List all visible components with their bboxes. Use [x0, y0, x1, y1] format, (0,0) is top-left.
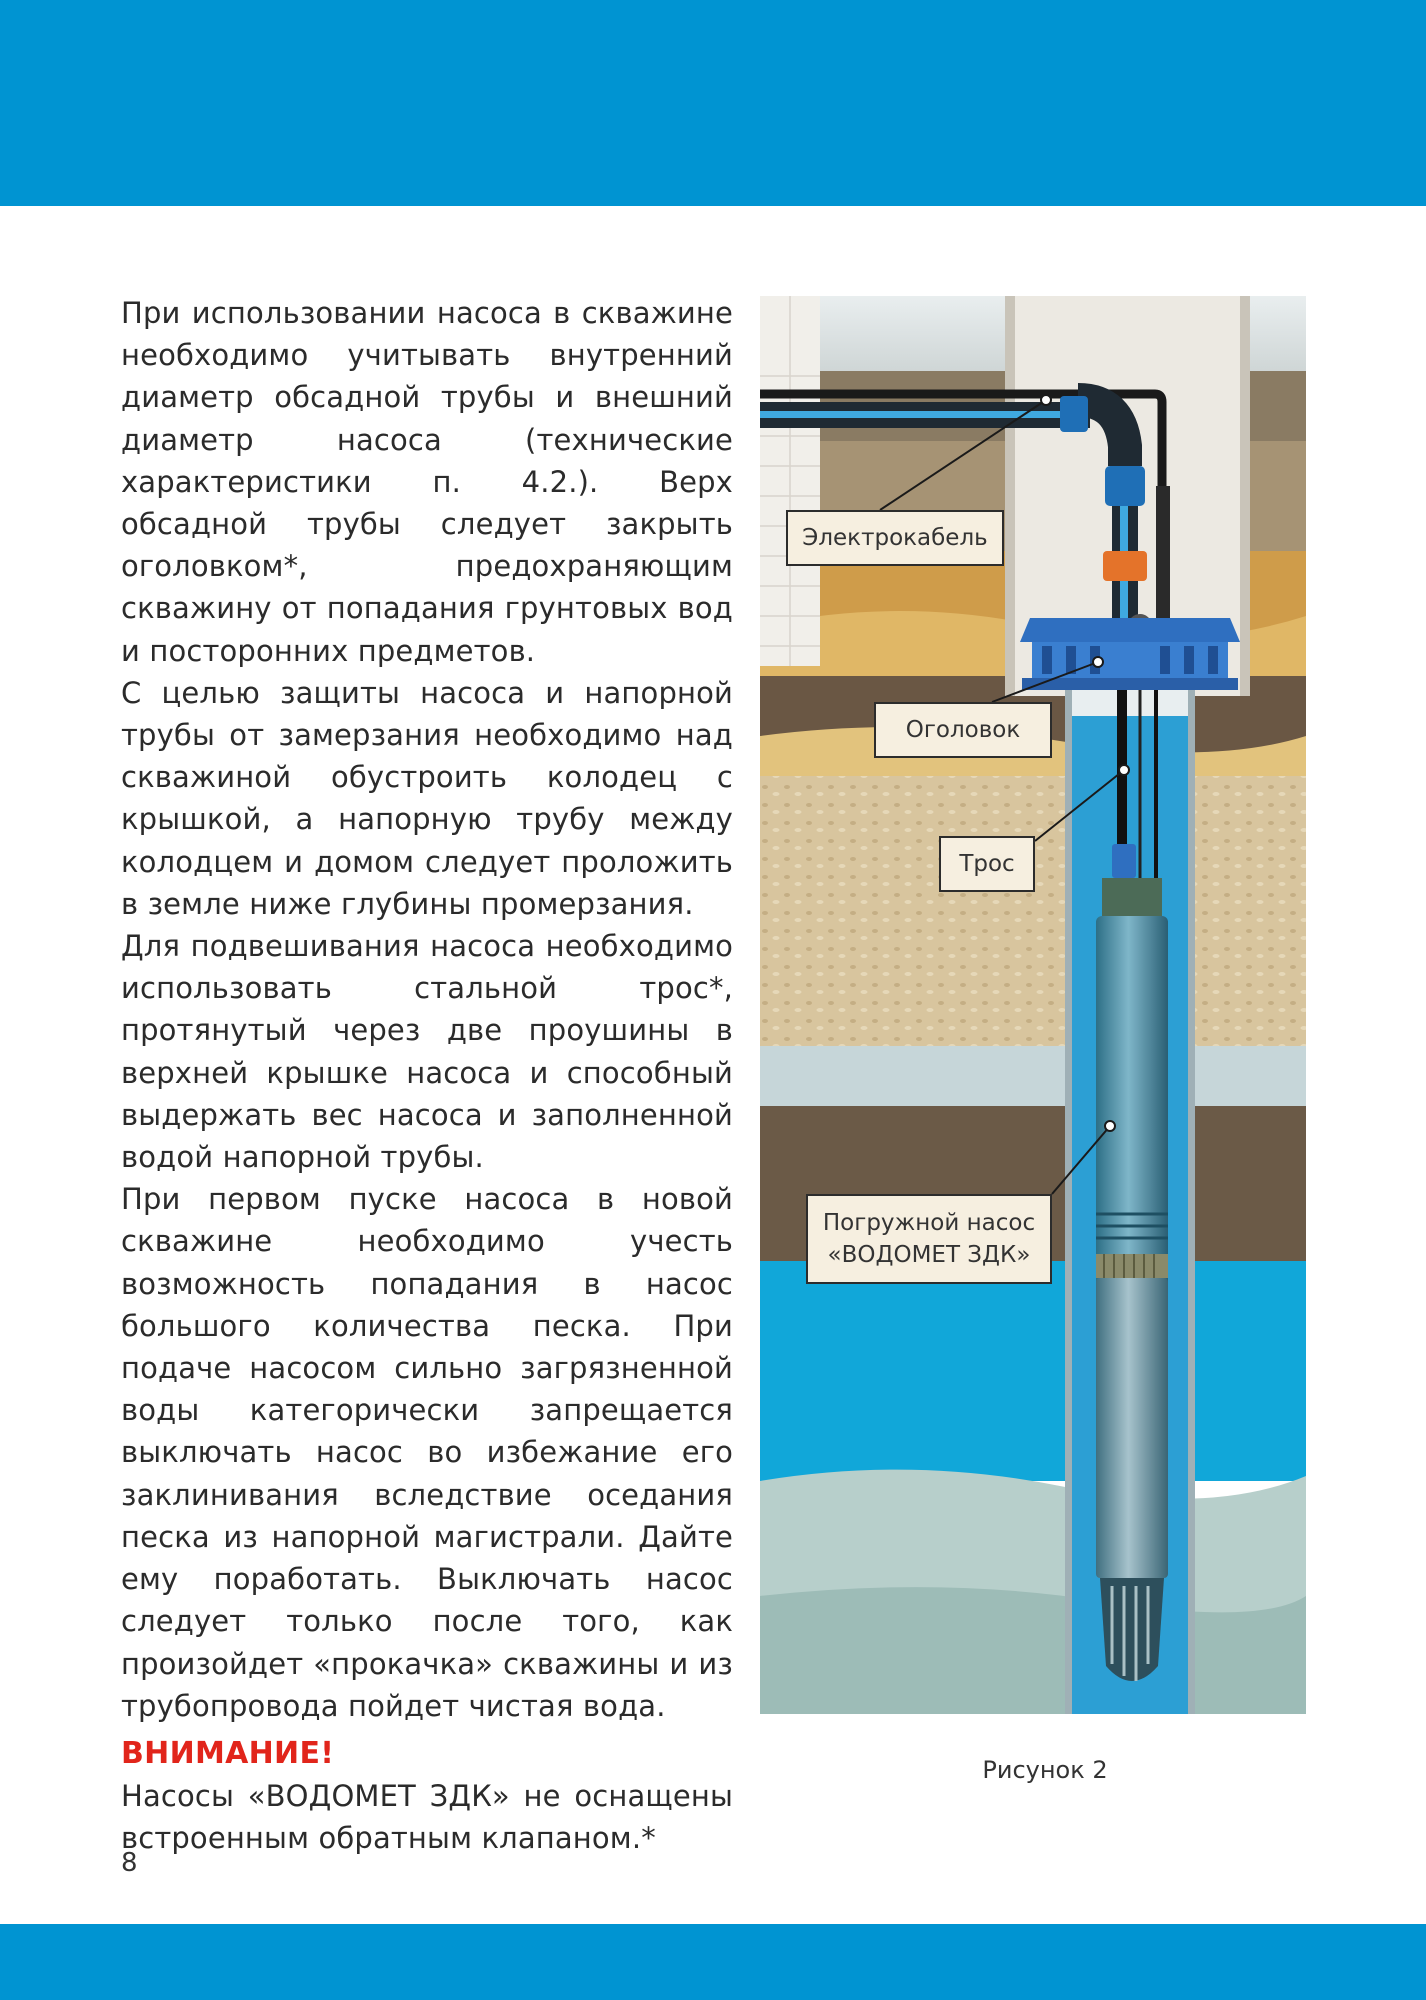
paragraph-casing: При использовании насоса в скважине необходимо учитывать внутренний диаметр обсадной трубы и внешний диаметр насоса (технические характеристики п. 4.2.). Верх обсадной трубы следует закрыть оголовком*, предохраняющим скважину от попадания грунтовых вод и посторонних предметов.	[121, 296, 733, 668]
pipe-fitting	[1060, 396, 1088, 432]
wellhead-flange	[1022, 678, 1238, 690]
well-diagram	[760, 296, 1306, 1714]
warning-text: Насосы «ВОДОМЕТ ЗДК» не оснащены встроенным обратным клапаном.*	[121, 1778, 733, 1856]
label-electric-cable: Электрокабель	[786, 510, 1004, 566]
wellhead-top	[1020, 618, 1240, 642]
paragraph-freezing: С целью защиты насоса и напорной трубы от замерзания необходимо над скважиной обустроить колодец с крышкой, а напорную трубу между колодцем и домом следует проложить в земле ниже глубины промерзания.	[121, 675, 733, 921]
pipe-fitting-2	[1105, 466, 1145, 506]
aquifer-layer	[760, 1261, 1306, 1481]
silt-layer	[760, 1046, 1306, 1106]
pump-motor	[1096, 1278, 1168, 1578]
sandy-layer	[760, 776, 1306, 1046]
orange-fitting	[1103, 551, 1147, 581]
paragraph-first-start: При первом пуске насоса в новой скважине необходимо учесть возможность попадания в насос большого количества песка. При подаче насосом сильно загрязненной воды категорически запрещается выключать насос во избежание его заклинивания вследствие оседания песка из напорной магистрали. Дайте ему поработать. Выключать насос следует только после того, как произойдет «прокачка» скважины и из трубопровода пойдет чистая вода.	[121, 1182, 733, 1723]
header-band	[0, 0, 1426, 206]
page-number: 8	[121, 1848, 138, 1878]
label-wellhead: Оголовок	[874, 702, 1052, 758]
label-rope: Трос	[939, 836, 1035, 892]
well-illustration	[760, 296, 1306, 1714]
label-pump-line1: Погружной насос	[822, 1210, 1036, 1236]
label-submersible-pump	[806, 1194, 1052, 1284]
pump-foot	[1100, 1578, 1164, 1681]
check-fitting	[1112, 844, 1136, 878]
pump-top-cap	[1102, 878, 1162, 918]
label-pump-line2: «ВОДОМЕТ ЗДК»	[827, 1242, 1031, 1268]
wellhead-body	[1032, 642, 1228, 678]
paragraph-rope: Для подвешивания насоса необходимо использовать стальной трос*, протянутый через две проушины в верхней крышке насоса и способный выдержать вес насоса и заполненной водой напорной трубы.	[121, 929, 733, 1175]
pump-intake-grid	[1096, 1254, 1168, 1278]
figure-caption: Рисунок 2	[982, 1756, 1108, 1784]
footer-band	[0, 1924, 1426, 2000]
cable-gland	[1156, 486, 1170, 626]
warning-title: ВНИМАНИЕ!	[121, 1735, 335, 1771]
main-text	[121, 292, 733, 1859]
